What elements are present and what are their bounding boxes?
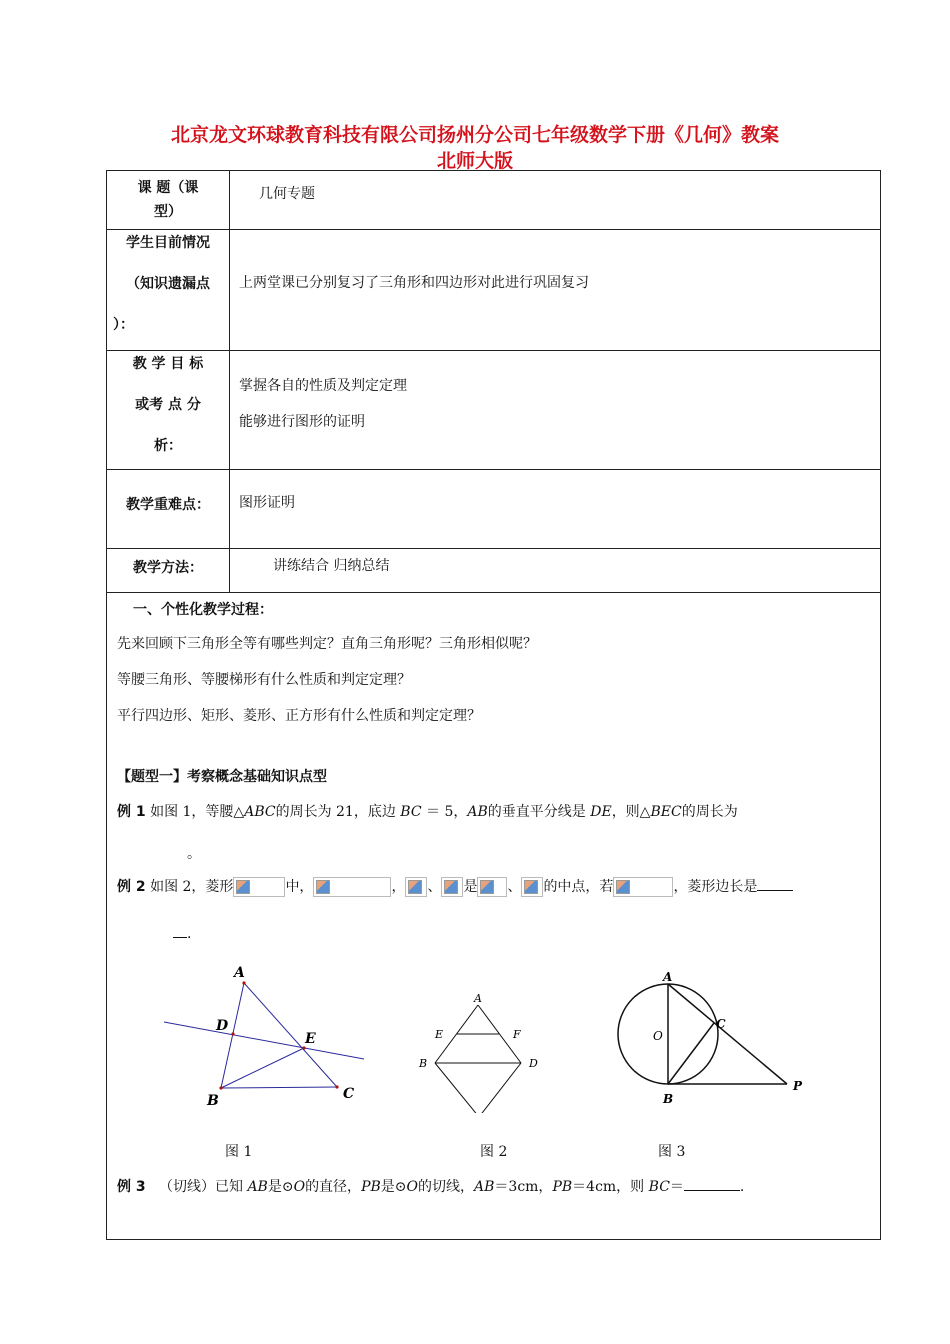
ex3-var: PB: [361, 1179, 381, 1195]
ex1-text: 的垂直平分线是: [487, 804, 591, 820]
broken-image-icon: [613, 877, 673, 897]
question-1: 先来回顾下三角形全等有哪些判定？直角三角形呢？三角形相似呢？: [117, 636, 537, 652]
figure-2-rhombus: [407, 993, 557, 1113]
ex3-var: AB: [247, 1179, 268, 1195]
example-3-label: 例 3: [117, 1179, 146, 1195]
ex3-text: ＝3cm，: [494, 1179, 553, 1195]
ex2-text: 、: [507, 879, 522, 895]
fig1-label-a: A: [234, 965, 245, 981]
ex1-var: ABC: [244, 804, 276, 820]
type1-heading: 【题型一】考察概念基础知识点型: [117, 769, 327, 785]
row2-label-a: 学生目前情况: [126, 235, 210, 251]
ex1-var: AB: [467, 804, 488, 820]
example-3: [117, 1176, 877, 1198]
broken-image-icon: [233, 877, 285, 897]
ex1-var: BC: [400, 804, 422, 820]
ex3-var: BC: [648, 1179, 670, 1195]
broken-image-icon: [405, 877, 427, 897]
row2-label-c: ）：: [113, 317, 134, 333]
row5-value: 讲练结合 归纳总结: [273, 558, 390, 574]
ex1-text: 如图 1，等腰△: [150, 804, 245, 820]
row4-label: 教学重难点：: [126, 497, 210, 513]
answer-blank[interactable]: [173, 923, 187, 938]
example-2-label: 例 2: [117, 879, 146, 895]
ex3-text: （切线）已知: [158, 1179, 248, 1195]
broken-image-icon: [521, 877, 543, 897]
page-title: 北京龙文环球教育科技有限公司扬州分公司七年级数学下册《几何》教案: [170, 124, 779, 146]
question-3: 平行四边形、矩形、菱形、正方形有什么性质和判定定理？: [117, 708, 481, 724]
example-2-tail: [173, 923, 191, 945]
row1-value: 几何专题: [259, 186, 315, 202]
row3-label-b: 或考 点 分: [135, 397, 201, 413]
row2-label-b: （知识遗漏点: [126, 276, 210, 292]
fig3-label-a: A: [663, 971, 673, 984]
fig3-label-c: C: [716, 1017, 726, 1031]
fig2-label-d: D: [529, 1057, 538, 1070]
example-2: [117, 876, 877, 898]
fig2-label-e: E: [435, 1028, 444, 1041]
ex1-text: ，则△: [611, 804, 651, 820]
fig3-label-b: B: [663, 1092, 674, 1106]
ex3-var: AB: [474, 1179, 495, 1195]
fig2-label-f: F: [513, 1028, 521, 1041]
answer-blank[interactable]: [684, 1176, 740, 1191]
figure-2-caption: 图 2: [480, 1144, 508, 1160]
figure-1-triangle: [159, 961, 374, 1111]
ex3-var: O: [293, 1179, 306, 1195]
fig3-label-o: O: [653, 1029, 663, 1043]
row3-label-a: 教 学 目 标: [132, 356, 204, 372]
row-divider: [107, 469, 880, 470]
broken-image-icon: [477, 877, 507, 897]
ex2-text: 、: [427, 879, 442, 895]
example-1-tail: 。: [187, 846, 201, 862]
section-title: 一、个性化教学过程：: [133, 602, 273, 618]
ex2-tail: .: [187, 926, 192, 942]
ex1-text: 的周长为 21，底边: [275, 804, 401, 820]
row5-label: 教学方法：: [133, 560, 203, 576]
row-divider: [107, 592, 880, 593]
row-divider: [107, 548, 880, 549]
broken-image-icon: [313, 877, 391, 897]
ex3-text: 的直径，: [305, 1179, 362, 1195]
ex2-text: ，菱形边长是: [673, 879, 758, 895]
row3-label-c: 析：: [154, 438, 182, 454]
broken-image-icon: [441, 877, 463, 897]
page-subtitle: 北师大版: [436, 150, 513, 172]
example-1-label: 例 1: [117, 804, 146, 820]
ex1-text: 的周长为: [681, 804, 738, 820]
figure-1-caption: 图 1: [225, 1144, 253, 1160]
fig2-label-b: B: [419, 1057, 428, 1070]
ex3-var: PB: [552, 1179, 573, 1195]
ex3-text: 是⊙: [267, 1179, 294, 1195]
row3-value-a: 掌握各自的性质及判定定理: [239, 378, 407, 394]
figure-3-caption: 图 3: [658, 1144, 686, 1160]
fig1-label-e: E: [305, 1031, 316, 1047]
example-1: [117, 801, 877, 823]
ex1-var: DE: [590, 804, 612, 820]
row3-value-b: 能够进行图形的证明: [239, 414, 365, 430]
fig1-label-d: D: [216, 1018, 229, 1034]
ex3-text: ＝4cm，则: [572, 1179, 649, 1195]
ex2-text: 的中点，若: [543, 879, 614, 895]
ex1-var: BEC: [650, 804, 682, 820]
question-2: 等腰三角形、等腰梯形有什么性质和判定定理？: [117, 672, 411, 688]
ex3-text: 是⊙: [380, 1179, 407, 1195]
fig2-label-a: A: [474, 993, 482, 1005]
row-divider: [107, 229, 880, 230]
row2-value: 上两堂课已分别复习了三角形和四边形对此进行巩固复习: [239, 275, 589, 291]
row1-label-a: 课 题（课: [137, 180, 199, 196]
ex1-text: ＝ 5，: [421, 804, 468, 820]
ex3-text: ＝: [669, 1179, 684, 1195]
fig1-label-b: B: [207, 1093, 219, 1109]
fig3-label-p: P: [793, 1079, 803, 1093]
ex3-var: O: [406, 1179, 418, 1195]
lesson-plan-table: [106, 170, 881, 1240]
answer-blank[interactable]: [757, 876, 793, 891]
ex2-text: ，: [391, 879, 406, 895]
ex3-tail: .: [739, 1179, 745, 1195]
row1-label-b: 型）: [154, 204, 182, 220]
ex3-text: 的切线，: [418, 1179, 474, 1195]
row4-value: 图形证明: [239, 495, 295, 511]
ex2-text: 是: [463, 879, 478, 895]
ex2-text: 如图 2，菱形: [150, 879, 234, 895]
ex2-text: 中，: [285, 879, 314, 895]
row-divider: [107, 350, 880, 351]
figure-3-circle-tangent: [597, 971, 827, 1111]
column-divider: [229, 171, 230, 592]
fig1-label-c: C: [343, 1086, 355, 1102]
